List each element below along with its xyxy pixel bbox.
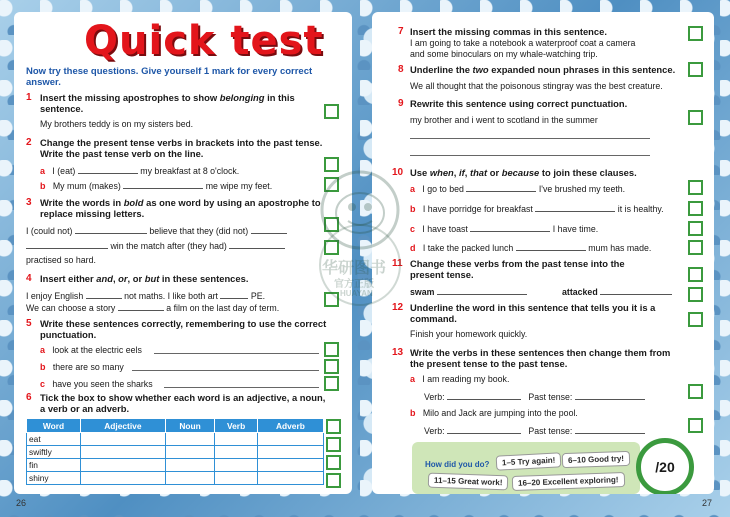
q10b-line: b I have porridge for breakfast it is healthy. xyxy=(410,204,664,214)
q4-number: 4 xyxy=(26,273,32,284)
q13b-mark-box[interactable] xyxy=(688,418,703,433)
q13-number: 13 xyxy=(392,347,404,358)
q12-prompt: Underline the word in this sentence that tells you it is a command. xyxy=(410,302,656,324)
tick-cell[interactable] xyxy=(165,446,215,459)
publisher-stamp xyxy=(300,165,420,315)
stamp-main-text: 华研图书 xyxy=(322,260,387,277)
header-adjective: Adjective xyxy=(81,419,166,433)
q8-number: 8 xyxy=(398,64,404,75)
q5c-mark-box[interactable] xyxy=(324,376,339,391)
word-cell: fin xyxy=(27,459,81,472)
tick-cell[interactable] xyxy=(81,446,166,459)
tick-cell[interactable] xyxy=(257,433,323,446)
score-band-4: 16–20 Excellent exploring! xyxy=(512,472,625,491)
score-band-2: 6–10 Good try! xyxy=(562,451,630,468)
right-page xyxy=(372,12,714,494)
q9-sentence: my brother and i went to scotland in the summer xyxy=(410,115,598,125)
tick-cell[interactable] xyxy=(215,433,257,446)
score-band-3: 11–15 Great work! xyxy=(428,473,509,491)
table-header-row xyxy=(27,419,324,433)
q11-word-2: attacked xyxy=(562,286,672,298)
q13a-mark-box[interactable] xyxy=(688,384,703,399)
page-number-left: 26 xyxy=(16,498,27,508)
q10d-mark-box[interactable] xyxy=(688,240,703,255)
q13-prompt: Write the verbs in these sentences then change them from the present tense to the past tense. xyxy=(410,347,671,369)
header-verb: Verb xyxy=(215,419,257,433)
q12-mark-box[interactable] xyxy=(688,312,703,327)
q1-number: 1 xyxy=(26,92,32,103)
q6-mark-box-2[interactable] xyxy=(326,437,341,452)
header-word: Word xyxy=(27,419,81,433)
q10c-line: c I have toast I have time. xyxy=(410,224,599,234)
tick-cell[interactable] xyxy=(165,459,215,472)
tick-cell[interactable] xyxy=(257,472,323,485)
q5b-mark-box[interactable] xyxy=(324,359,339,374)
tick-cell[interactable] xyxy=(257,459,323,472)
q5a-mark-box[interactable] xyxy=(324,342,339,357)
word-cell: swiftly xyxy=(27,446,81,459)
word-cell: shiny xyxy=(27,472,81,485)
q3-line-3: practised so hard. xyxy=(26,255,96,265)
tick-cell[interactable] xyxy=(165,433,215,446)
q12-sentence: Finish your homework quickly. xyxy=(410,329,528,339)
q13b-sentence: b Milo and Jack are jumping into the pool. xyxy=(410,408,578,418)
q5a-text: a look at the electric eels xyxy=(40,345,142,355)
q10-number: 10 xyxy=(392,167,404,178)
q5b-text: b there are so many xyxy=(40,362,124,372)
q8-mark-box[interactable] xyxy=(688,62,703,77)
q10d-line: d I take the packed lunch mum has made. xyxy=(410,243,652,253)
q6-mark-box-4[interactable] xyxy=(326,473,341,488)
word-class-table xyxy=(26,418,324,485)
word-cell: eat xyxy=(27,433,81,446)
table-row xyxy=(27,472,324,485)
q1-prompt: Insert the missing apostrophes to show belonging in this sentence. xyxy=(40,92,295,114)
stamp-sub-text: 官方正版 xyxy=(334,279,374,290)
stamp-en-text: HUAYAN xyxy=(340,289,373,298)
q9-mark-box[interactable] xyxy=(688,110,703,125)
q6-number: 6 xyxy=(26,392,32,403)
q10b-mark-box[interactable] xyxy=(688,201,703,216)
q10a-mark-box[interactable] xyxy=(688,180,703,195)
q13a-sentence: a I am reading my book. xyxy=(410,374,510,384)
q2-prompt: Change the present tense verbs in brackets into the past tense. Write the past tense verb on the line. xyxy=(40,137,323,159)
q12-number: 12 xyxy=(392,302,404,313)
q5c-text: c have you seen the sharks xyxy=(40,379,153,389)
tick-cell[interactable] xyxy=(215,446,257,459)
q8-prompt: Underline the two expanded noun phrases in this sentence. xyxy=(410,64,676,75)
q7-mark-box[interactable] xyxy=(688,26,703,41)
score-total-circle[interactable]: /20 xyxy=(636,438,694,494)
q11-word-1: swam xyxy=(410,286,527,298)
tick-cell[interactable] xyxy=(257,446,323,459)
q9-prompt: Rewrite this sentence using correct punctuation. xyxy=(410,98,628,109)
score-band-1: 1–5 Try again! xyxy=(496,452,562,470)
score-question: How did you do? xyxy=(425,460,490,469)
q10-prompt: Use when, if, that or because to join these clauses. xyxy=(410,167,637,178)
q13b-answers: Verb: Past tense: xyxy=(424,425,645,437)
q6-prompt: Tick the box to show whether each word is an adjective, a noun, a verb or an adverb. xyxy=(40,392,326,414)
q5-number: 5 xyxy=(26,318,32,329)
table-row xyxy=(27,459,324,472)
q3-prompt: Write the words in bold as one word by using an apostrophe to replace missing letters. xyxy=(40,197,321,219)
q4-line-2: We can choose a story a film on the last day of term. xyxy=(26,303,280,313)
table-row xyxy=(27,433,324,446)
q2-number: 2 xyxy=(26,137,32,148)
q6-mark-box-3[interactable] xyxy=(326,455,341,470)
q2b-line: b My mum (makes) me wipe my feet. xyxy=(40,181,273,191)
q8-sentence: We all thought that the poisonous stingray was the best creature. xyxy=(410,81,663,91)
page-title: Quick test xyxy=(84,18,324,64)
tick-cell[interactable] xyxy=(81,433,166,446)
q10c-mark-box[interactable] xyxy=(688,221,703,236)
q11-mark-box-1[interactable] xyxy=(688,267,703,282)
header-noun: Noun xyxy=(165,419,215,433)
header-adverb: Adverb xyxy=(257,419,323,433)
table-row xyxy=(27,446,324,459)
q10a-line: a I go to bed I've brushed my teeth. xyxy=(410,184,626,194)
q7-prompt: Insert the missing commas in this sentence. xyxy=(410,26,607,37)
q11-number: 11 xyxy=(392,258,403,269)
q5-prompt: Write these sentences correctly, remembering to use the correct punctuation. xyxy=(40,318,327,340)
q3-line-2: win the match after (they had) xyxy=(26,240,285,252)
q3-line-1: I (could not) believe that they (did not) xyxy=(26,225,287,237)
q4-prompt: Insert either and, or, or but in these sentences. xyxy=(40,273,249,284)
q1-sentence: My brothers teddy is on my sisters bed. xyxy=(40,119,194,129)
q3-number: 3 xyxy=(26,197,32,208)
q9-number: 9 xyxy=(398,98,404,109)
page-number-right: 27 xyxy=(702,498,713,508)
q7-number: 7 xyxy=(398,26,404,37)
q7-line-1: I am going to take a notebook a waterproof coat a camera xyxy=(410,38,636,48)
intro-text: Now try these questions. Give yourself 1 mark for every correct answer. xyxy=(26,66,313,88)
tick-cell[interactable] xyxy=(81,472,166,485)
tick-cell[interactable] xyxy=(81,459,166,472)
q4-line-1: I enjoy English not maths. I like both art PE. xyxy=(26,291,266,301)
q13a-answers: Verb: Past tense: xyxy=(424,391,645,403)
q11-prompt: Change these verbs from the past tense into the present tense. xyxy=(410,258,625,280)
tick-cell[interactable] xyxy=(215,472,257,485)
tick-cell[interactable] xyxy=(215,459,257,472)
tick-cell[interactable] xyxy=(165,472,215,485)
q11-mark-box-2[interactable] xyxy=(688,287,703,302)
q6-mark-box-1[interactable] xyxy=(326,419,341,434)
q1-mark-box[interactable] xyxy=(324,104,339,119)
q7-line-2: and some binoculars on my whale-watching trip. xyxy=(410,49,598,59)
q2a-line: a I (eat) my breakfast at 8 o'clock. xyxy=(40,166,240,176)
